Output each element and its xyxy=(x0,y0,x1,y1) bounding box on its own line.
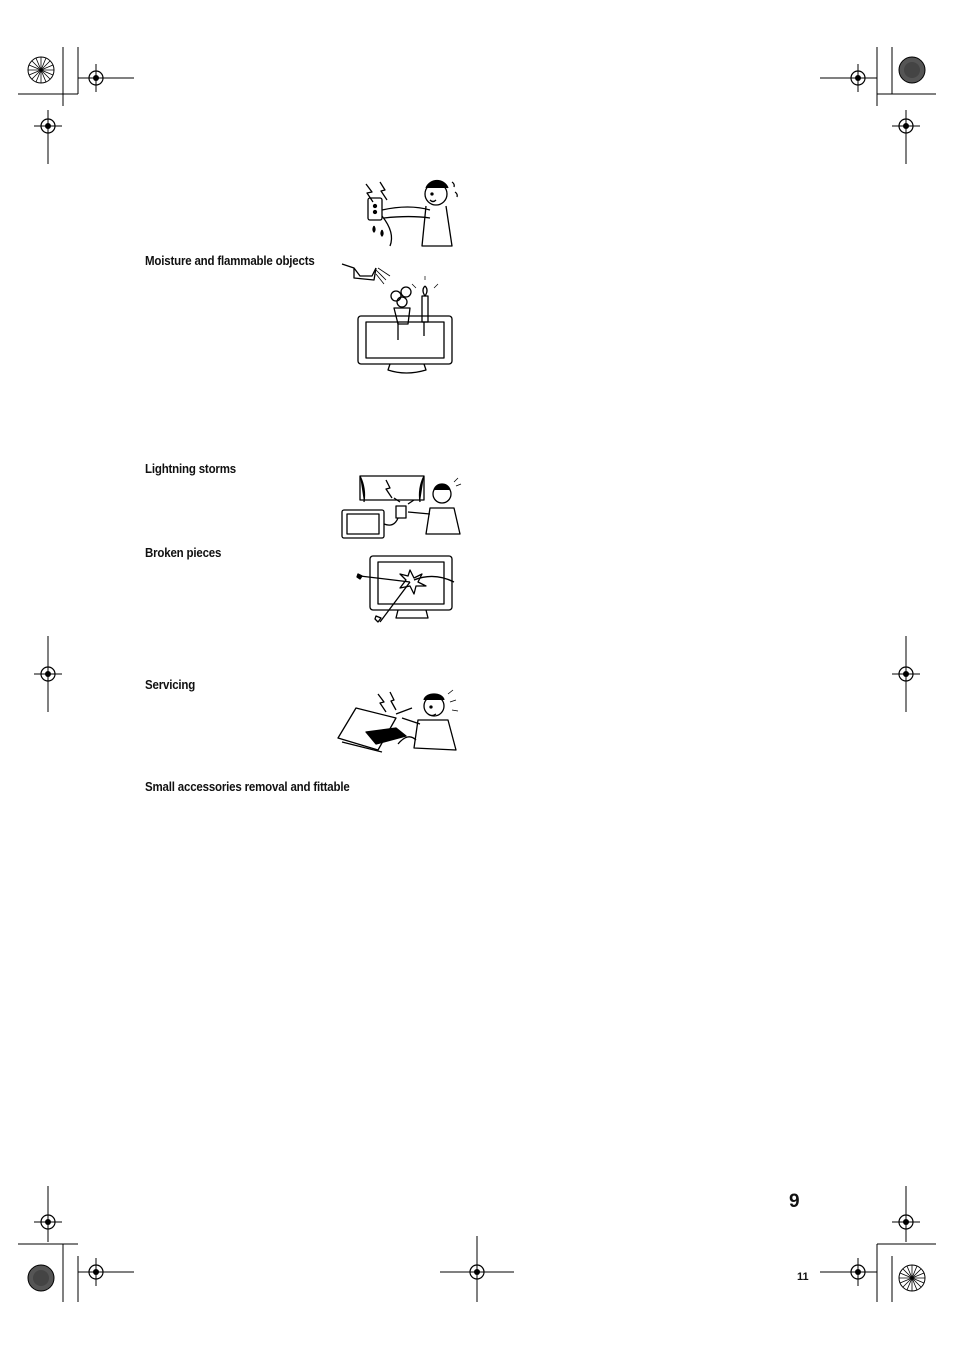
sheet-number: 11 xyxy=(797,1271,809,1283)
lightning-storm-unplug-illustration xyxy=(338,472,464,542)
heading-moisture: Moisture and flammable objects xyxy=(145,254,315,268)
heading-lightning: Lightning storms xyxy=(145,462,236,476)
wet-hands-plug-illustration xyxy=(360,176,460,252)
page-number: 9 xyxy=(789,1191,800,1212)
heading-servicing: Servicing xyxy=(145,678,196,692)
heading-small-accessories: Small accessories removal and fittable xyxy=(145,780,350,794)
servicing-shock-illustration xyxy=(336,688,464,756)
heading-broken-pieces: Broken pieces xyxy=(145,546,222,560)
broken-screen-illustration xyxy=(354,552,458,626)
tv-with-vase-and-candle-illustration xyxy=(340,258,462,378)
